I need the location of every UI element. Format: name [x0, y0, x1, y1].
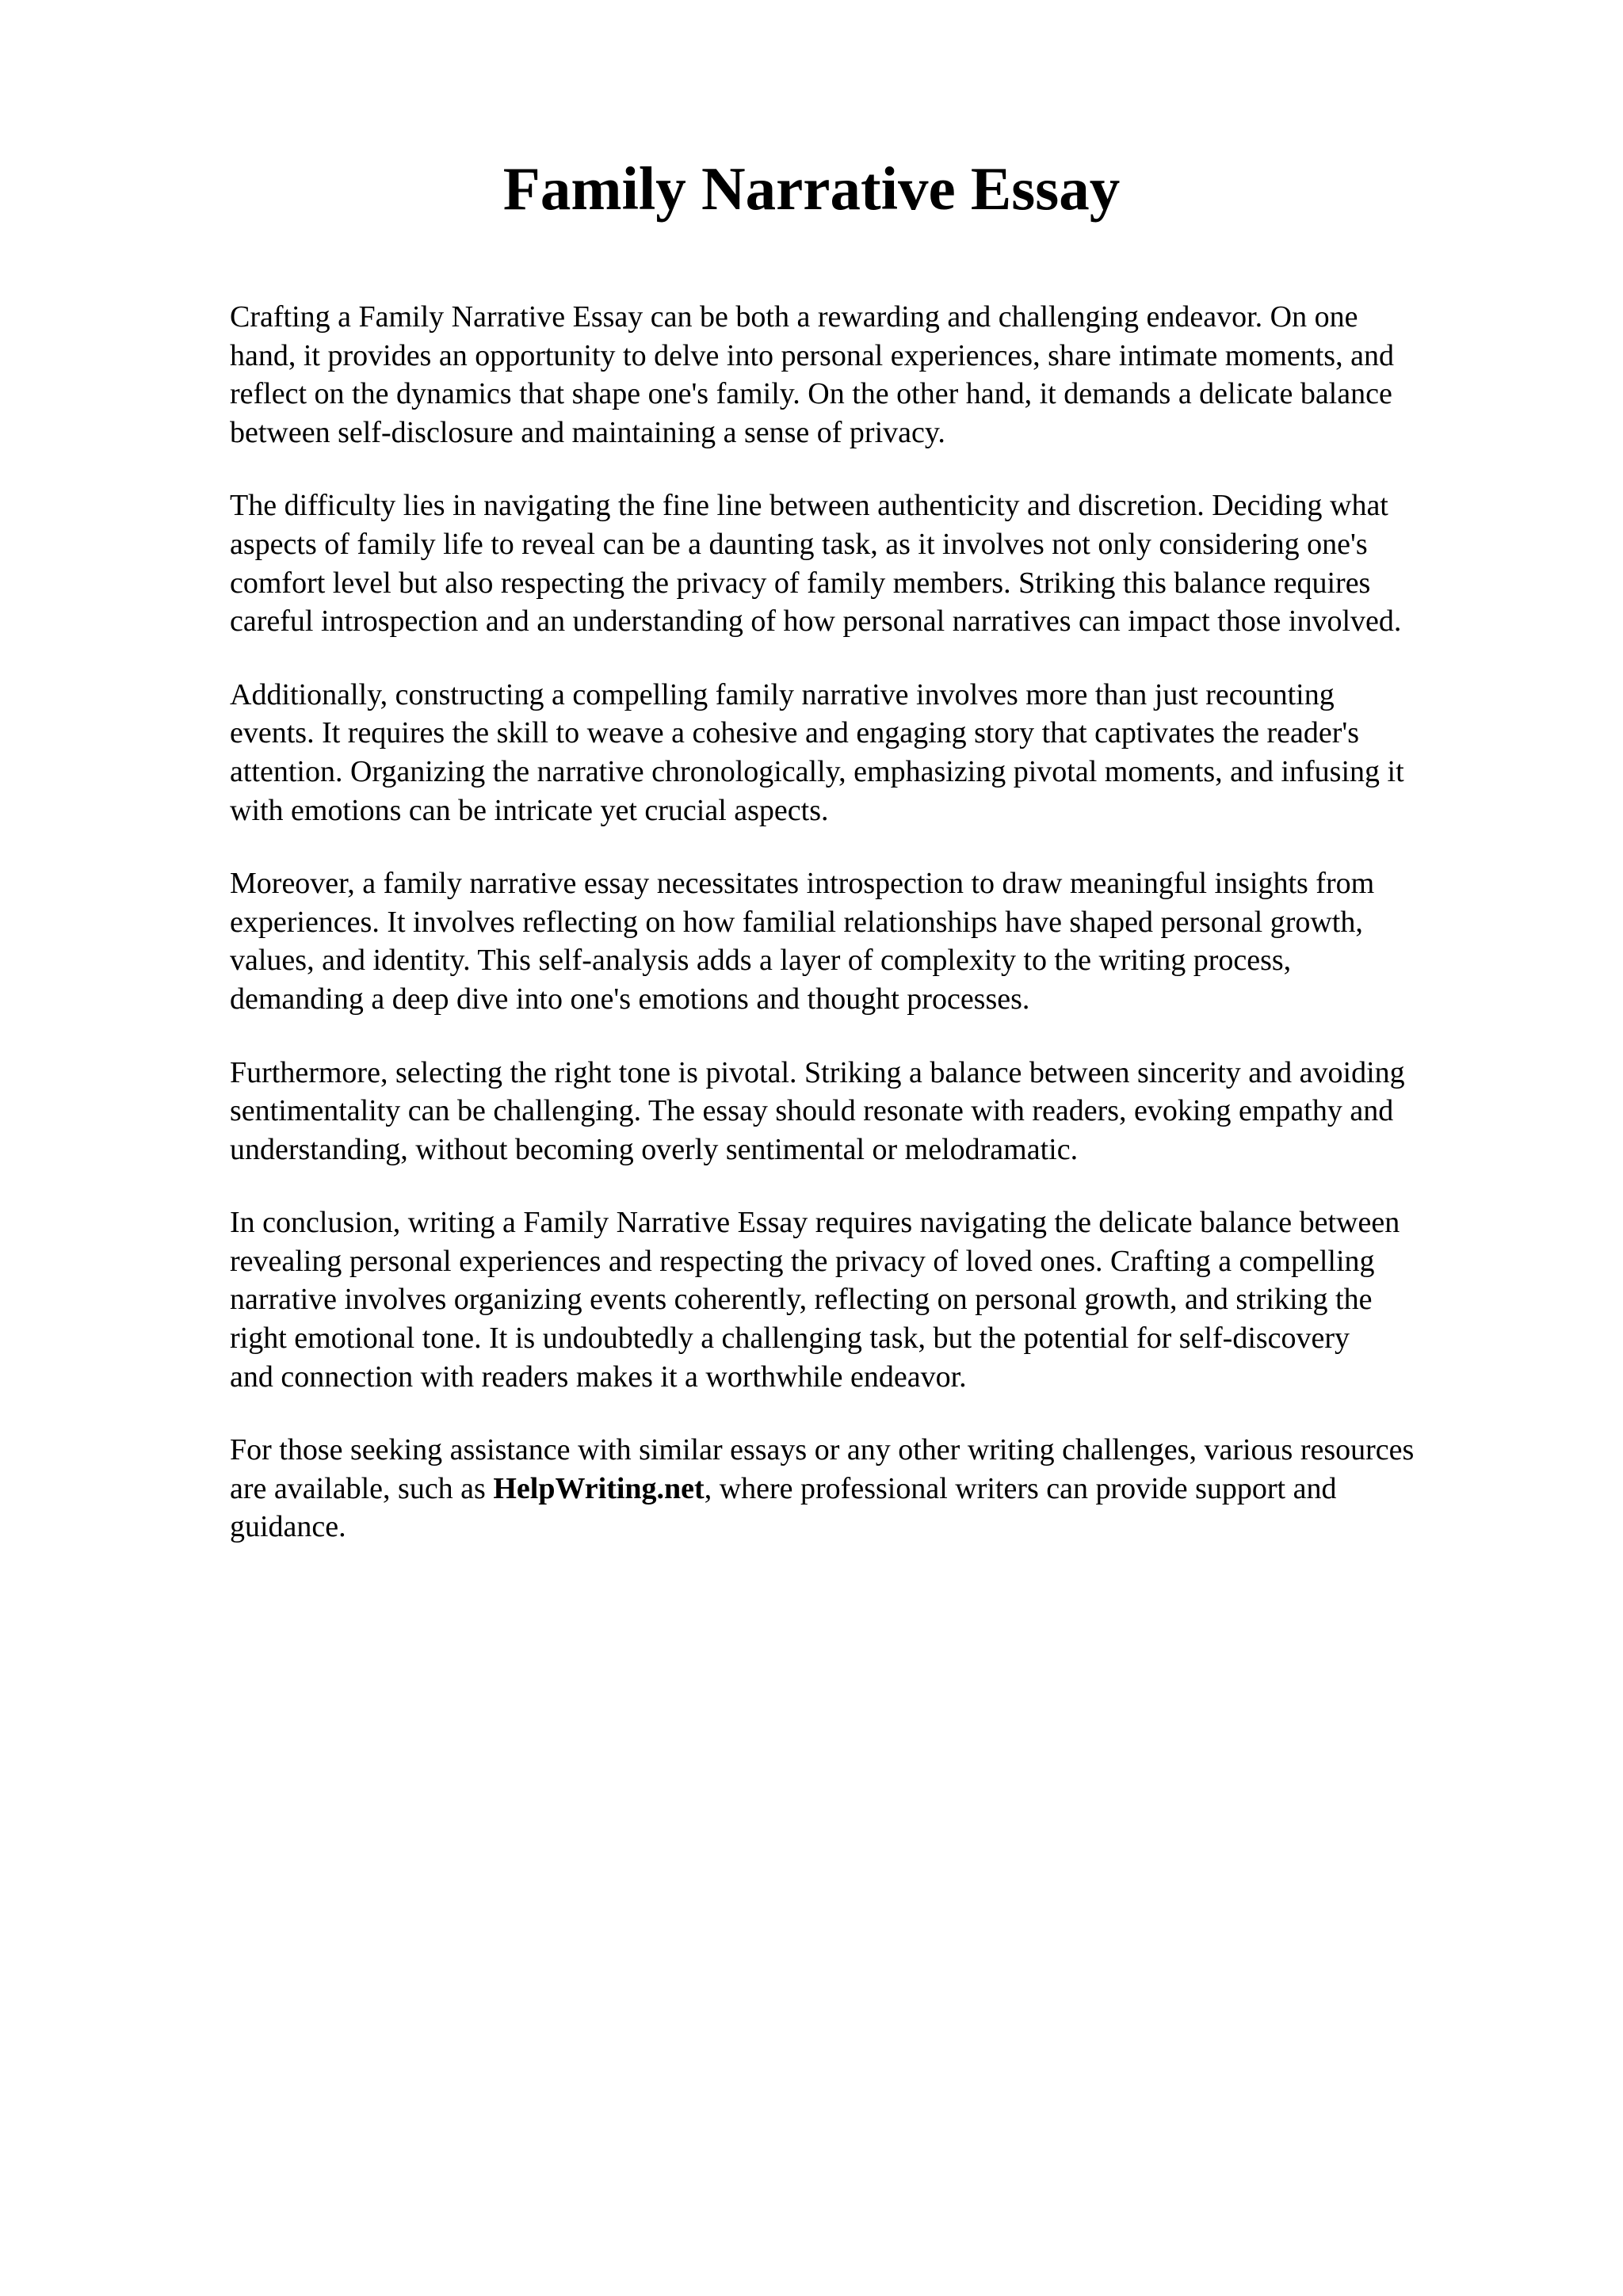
text-line: reflect on the dynamics that shape one's family. On the other hand, it demands a delicate balance — [230, 377, 1392, 411]
text-line: right emotional tone. It is undoubtedly a challenging task, but the potential for self-discovery — [230, 1322, 1350, 1356]
text-line: with emotions can be intricate yet crucial aspects. — [230, 793, 829, 827]
text-line: Crafting a Family Narrative Essay can be both a rewarding and challenging endeavor. On one — [230, 300, 1358, 334]
text-line: understanding, without becoming overly sentimental or melodramatic. — [230, 1132, 1079, 1166]
text-line: and connection with readers makes it a worthwhile endeavor. — [230, 1360, 967, 1394]
text-line: hand, it provides an opportunity to delve into personal experiences, share intimate moments, and — [230, 338, 1394, 372]
text-line: comfort level but also respecting the privacy of family members. Striking this balance requires — [230, 566, 1371, 600]
text-line: In conclusion, writing a Family Narrative Essay requires navigating the delicate balance between — [230, 1206, 1400, 1240]
text-line: attention. Organizing the narrative chronologically, emphasizing pivotal moments, and infusing it — [230, 754, 1404, 788]
paragraph-closing — [230, 1431, 1537, 1547]
paragraph-conclusion — [230, 1203, 1537, 1396]
text-line: Moreover, a family narrative essay necessitates introspection to draw meaningful insights from — [230, 867, 1375, 901]
text-line: values, and identity. This self-analysis adds a layer of complexity to the writing process, — [230, 944, 1292, 978]
text-segment: , where professional writers can provide support and — [704, 1471, 1337, 1505]
text-line — [230, 1470, 1537, 1508]
text-line: aspects of family life to reveal can be a daunting task, as it involves not only considering one's — [230, 527, 1368, 561]
text-line: guidance. — [230, 1510, 346, 1544]
paragraph-moreover — [230, 864, 1537, 1018]
text-line: careful introspection and an understanding of how personal narratives can impact those involved. — [230, 605, 1402, 639]
text-line: between self-disclosure and maintaining a sense of privacy. — [230, 415, 945, 449]
paragraph-additionally — [230, 676, 1537, 830]
text-line: sentimentality can be challenging. The essay should resonate with readers, evoking empathy and — [230, 1094, 1394, 1128]
document-body — [230, 298, 1537, 1581]
text-line: The difficulty lies in navigating the fine line between authenticity and discretion. Deciding what — [230, 489, 1388, 523]
text-line: revealing personal experiences and respecting the privacy of loved ones. Crafting a compelling — [230, 1244, 1375, 1278]
paragraph-furthermore — [230, 1054, 1537, 1169]
helpwriting-link[interactable]: HelpWriting.net — [493, 1471, 705, 1505]
text-line: For those seeking assistance with similar essays or any other writing challenges, various resources — [230, 1433, 1415, 1467]
text-line: narrative involves organizing events coherently, reflecting on personal growth, and striking the — [230, 1283, 1373, 1317]
text-line: demanding a deep dive into one's emotions and thought processes. — [230, 982, 1030, 1016]
text-line: Additionally, constructing a compelling family narrative involves more than just recounting — [230, 677, 1335, 711]
text-line: events. It requires the skill to weave a cohesive and engaging story that captivates the reader's — [230, 716, 1359, 750]
text-segment: are available, such as — [230, 1471, 494, 1505]
text-line: Furthermore, selecting the right tone is pivotal. Striking a balance between sincerity and avoiding — [230, 1055, 1405, 1089]
paragraph-difficulty — [230, 486, 1537, 640]
paragraph-intro — [230, 298, 1537, 452]
document-title: Family Narrative Essay — [502, 154, 1121, 223]
text-line: experiences. It involves reflecting on how familial relationships have shaped personal growth, — [230, 905, 1363, 939]
